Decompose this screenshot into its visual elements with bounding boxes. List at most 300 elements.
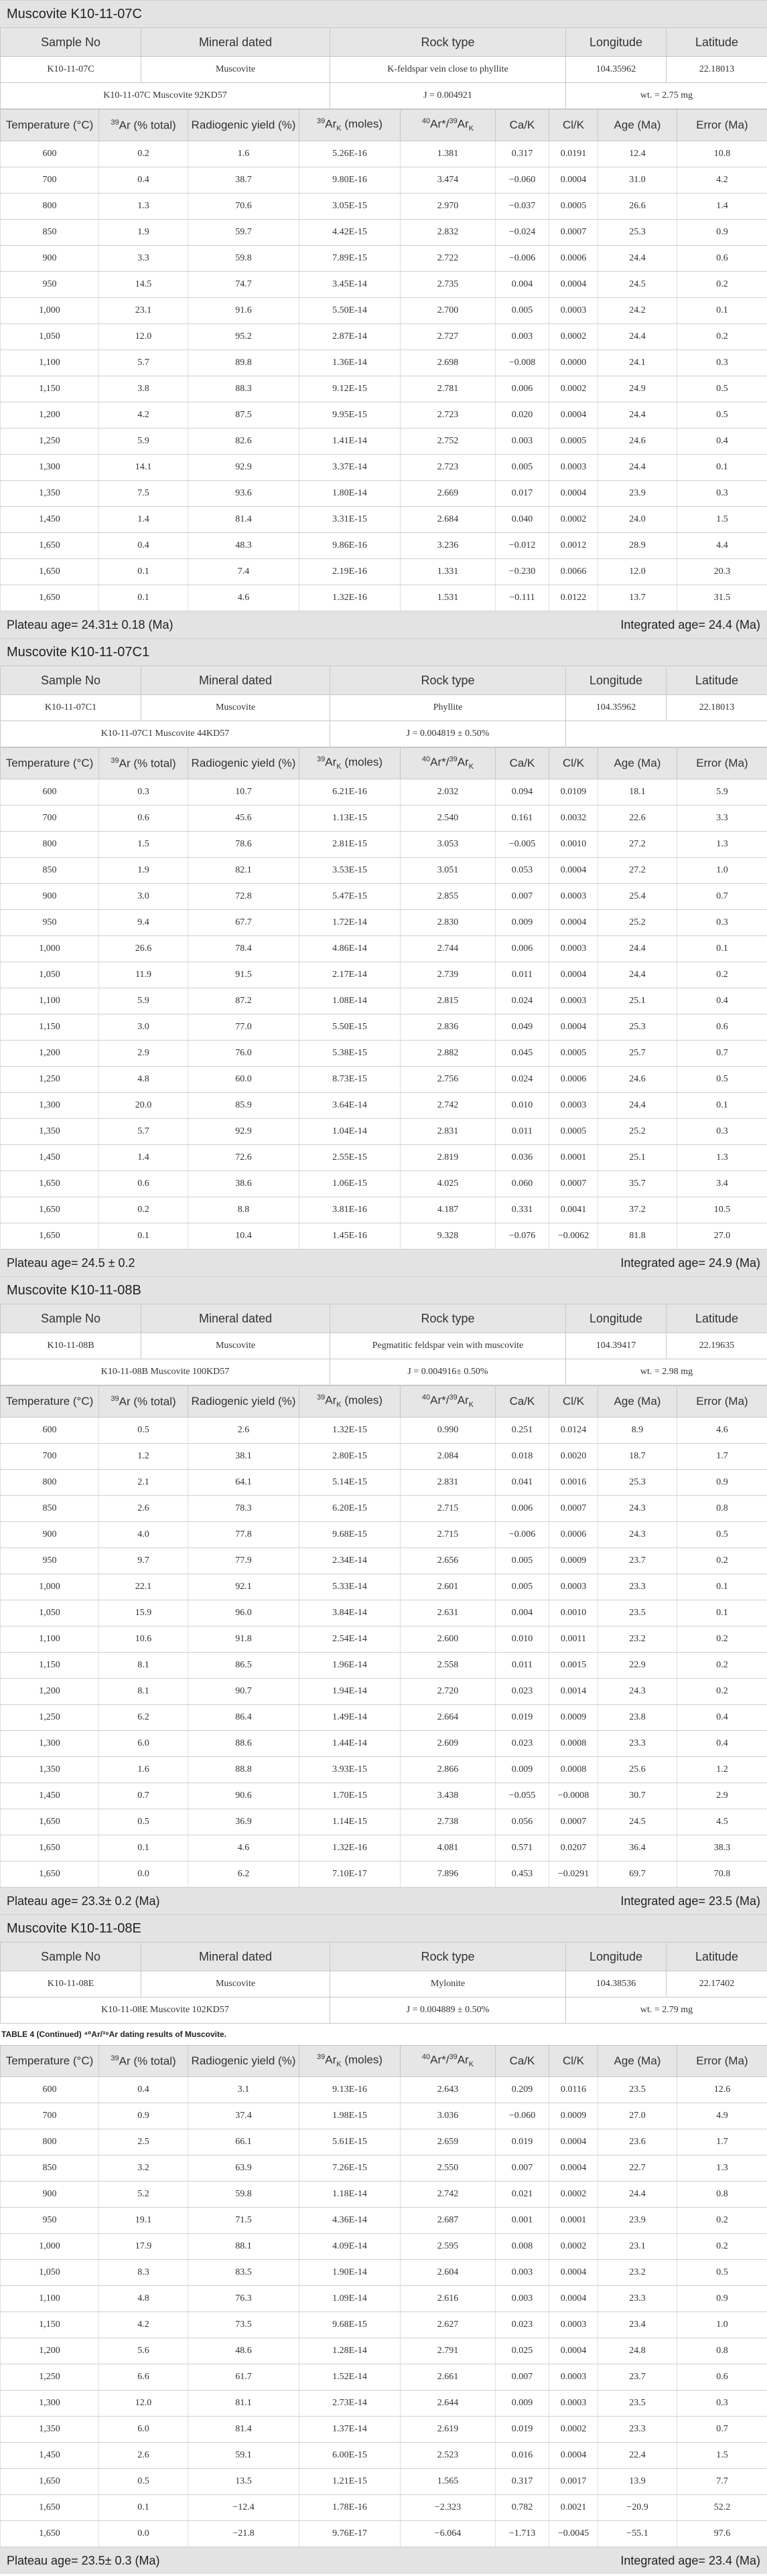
table-cell: 72.8 (188, 884, 299, 910)
info-header-row (1, 28, 767, 57)
table-cell: 0.036 (496, 1145, 549, 1171)
info-header-longitude: Longitude (566, 666, 667, 695)
table-cell: 9.86E-16 (299, 533, 401, 559)
table-cell: 9.12E-15 (299, 376, 401, 402)
table-cell: 1,450 (1, 1783, 99, 1809)
table-cell: 0.006 (496, 936, 549, 962)
table-cell: 0.0003 (549, 988, 598, 1014)
table-cell: 0.251 (496, 1418, 549, 1444)
table-cell: 2.643 (401, 2077, 496, 2103)
table-cell: 0.049 (496, 1014, 549, 1041)
table-cell: 900 (1, 2182, 99, 2208)
column-header: $^{40}Ar*/^{39}Ar_K$ (401, 1386, 496, 1418)
table-cell: 2.644 (401, 2391, 496, 2417)
table-cell: 2.832 (401, 220, 496, 246)
table-cell: 3.45E-14 (299, 272, 401, 298)
table-cell: 0.007 (496, 884, 549, 910)
table-cell: 0.0008 (549, 1757, 598, 1783)
table-cell: 1,100 (1, 350, 99, 376)
column-header: Temperature (°C) (1, 2046, 99, 2077)
table-cell: 24.5 (598, 1809, 677, 1835)
table-cell: 24.4 (598, 455, 677, 481)
table-cell: 1.2 (677, 1757, 767, 1783)
table-cell: 25.2 (598, 1119, 677, 1145)
column-header: Cl/K (549, 1386, 598, 1418)
table-cell: −0.006 (496, 1522, 549, 1548)
table-cell: 4.36E-14 (299, 2208, 401, 2234)
table-cell: 24.8 (598, 2338, 677, 2364)
table-cell: 0.2 (99, 141, 188, 167)
run-id: K10-11-08E Muscovite 102KD57 (1, 1997, 330, 2024)
table-cell: 0.0002 (549, 2234, 598, 2260)
table-cell: 5.50E-14 (299, 298, 401, 324)
table-cell: 1.0 (677, 858, 767, 884)
table-cell: 2.819 (401, 1145, 496, 1171)
table-cell: 24.3 (598, 1679, 677, 1705)
info-header-latitude: Latitude (667, 666, 767, 695)
table-cell: 3.53E-15 (299, 858, 401, 884)
table-row (1, 2260, 767, 2286)
table-cell: 3.93E-15 (299, 1757, 401, 1783)
info-header-sample-no: Sample No (1, 1304, 141, 1333)
info-value-row (1, 1971, 767, 1997)
table-cell: 1.565 (401, 2469, 496, 2495)
table-cell: 1.0 (677, 2312, 767, 2338)
table-cell: 24.4 (598, 246, 677, 272)
table-cell: 12.6 (677, 2077, 767, 2103)
table-cell: 59.1 (188, 2443, 299, 2469)
table-cell: 18.1 (598, 779, 677, 806)
table-cell: 4.025 (401, 1171, 496, 1197)
info-header-rock: Rock type (330, 1943, 566, 1971)
table-cell: 1,300 (1, 455, 99, 481)
table-cell: 23.6 (598, 2129, 677, 2155)
table-cell: 61.7 (188, 2364, 299, 2391)
table-cell: 25.1 (598, 988, 677, 1014)
table-cell: 600 (1, 2077, 99, 2103)
table-cell: 0.0004 (549, 2443, 598, 2469)
table-cell: 27.2 (598, 858, 677, 884)
sample-title: Muscovite K10-11-07C (0, 0, 767, 27)
table-cell: 23.5 (598, 1600, 677, 1626)
table-cell: 0.317 (496, 2469, 549, 2495)
table-cell: 4.081 (401, 1835, 496, 1862)
table-row (1, 1862, 767, 1888)
table-row (1, 2129, 767, 2155)
table-row (1, 832, 767, 858)
table-cell: 3.2 (99, 2155, 188, 2182)
table-cell: 5.38E-15 (299, 1041, 401, 1067)
table-cell: 23.3 (598, 2417, 677, 2443)
table-cell: 0.0003 (549, 298, 598, 324)
table-cell: 1.80E-14 (299, 481, 401, 507)
table-cell: 72.6 (188, 1145, 299, 1171)
table-row (1, 2312, 767, 2338)
table-cell: 0.0002 (549, 2182, 598, 2208)
table-cell: 97.6 (677, 2521, 767, 2547)
column-header: Age (Ma) (598, 110, 677, 141)
info-latitude: 22.18013 (667, 57, 767, 83)
table-row (1, 1418, 767, 1444)
table-row (1, 350, 767, 376)
table-cell: 1,350 (1, 1119, 99, 1145)
table-cell: 18.7 (598, 1444, 677, 1470)
table-cell: 59.8 (188, 246, 299, 272)
table-cell: 70.8 (677, 1862, 767, 1888)
table-cell: 82.1 (188, 858, 299, 884)
table-cell: 0.4 (99, 533, 188, 559)
info-mineral: Muscovite (141, 695, 330, 721)
table-cell: 1,450 (1, 2443, 99, 2469)
table-cell: 0.7 (677, 1041, 767, 1067)
table-cell: 1.331 (401, 559, 496, 585)
sample-weight: wt. = 2.79 mg (566, 1997, 767, 2024)
table-cell: 0.0 (99, 1862, 188, 1888)
table-cell: 5.33E-14 (299, 1574, 401, 1600)
table-row (1, 1757, 767, 1783)
info-header-row (1, 666, 767, 695)
table-cell: 0.009 (496, 2391, 549, 2417)
table-cell: 2.558 (401, 1653, 496, 1679)
column-header: Temperature (°C) (1, 1386, 99, 1418)
table-cell: 0.024 (496, 1067, 549, 1093)
table-cell: 0.0007 (549, 1809, 598, 1835)
column-header: Radiogenic yield (%) (188, 748, 299, 779)
column-header: $^{39}Ar_K$ (moles) (299, 2046, 401, 2077)
plateau-age: Plateau age= 23.5± 0.3 (Ma) (7, 2553, 160, 2567)
j-value: J = 0.004916± 0.50% (330, 1359, 566, 1385)
table-cell: 5.9 (99, 988, 188, 1014)
sample-info-table (0, 1942, 767, 2024)
table-cell: 4.86E-14 (299, 936, 401, 962)
info-header-longitude: Longitude (566, 1304, 667, 1333)
column-header: $^{39}Ar_K$ (moles) (299, 110, 401, 141)
table-cell: 24.4 (598, 936, 677, 962)
table-cell: 0.0032 (549, 806, 598, 832)
info-header-sample-no: Sample No (1, 1943, 141, 1971)
table-cell: 0.0003 (549, 2391, 598, 2417)
table-cell: 25.4 (598, 884, 677, 910)
table-cell: 0.7 (677, 884, 767, 910)
sample-info-table (0, 1304, 767, 1385)
table-cell: 1.41E-14 (299, 429, 401, 455)
table-cell: 0.0207 (549, 1835, 598, 1862)
table-cell: 2.866 (401, 1757, 496, 1783)
column-header: Ca/K (496, 2046, 549, 2077)
table-cell: 0.006 (496, 1496, 549, 1522)
table-cell: 1,650 (1, 2469, 99, 2495)
table-cell: 2.34E-14 (299, 1548, 401, 1574)
table-row (1, 2338, 767, 2364)
table-cell: 0.006 (496, 376, 549, 402)
table-cell: 86.4 (188, 1705, 299, 1731)
table-cell: 0.9 (677, 220, 767, 246)
table-cell: 0.0000 (549, 350, 598, 376)
table-cell: 1,050 (1, 962, 99, 988)
table-cell: 2.715 (401, 1496, 496, 1522)
table-cell: 88.8 (188, 1757, 299, 1783)
table-cell: 4.187 (401, 1197, 496, 1223)
table-cell: −0.060 (496, 2103, 549, 2129)
table-cell: 1,300 (1, 1731, 99, 1757)
integrated-age: Integrated age= 24.9 (Ma) (620, 1256, 760, 1270)
table-cell: 0.2 (677, 1653, 767, 1679)
table-cell: 6.0 (99, 2417, 188, 2443)
table-cell: 0.3 (99, 779, 188, 806)
table-cell: 0.0001 (549, 1145, 598, 1171)
table-cell: 0.005 (496, 1574, 549, 1600)
info-rock: Mylonite (330, 1971, 566, 1997)
table-cell: −0.076 (496, 1223, 549, 1249)
column-header: Cl/K (549, 748, 598, 779)
table-cell: 0.1 (677, 1600, 767, 1626)
table-cell: 0.0004 (549, 2260, 598, 2286)
table-row (1, 1600, 767, 1626)
table-cell: 0.1 (99, 1223, 188, 1249)
table-cell: −20.9 (598, 2495, 677, 2521)
table-cell: 0.9 (677, 1470, 767, 1496)
table-cell: −0.008 (496, 350, 549, 376)
table-cell: 2.616 (401, 2286, 496, 2312)
table-cell: 1.06E-15 (299, 1171, 401, 1197)
table-cell: 22.7 (598, 2155, 677, 2182)
age-summary-bar (0, 2547, 767, 2574)
table-cell: 0.4 (677, 429, 767, 455)
table-cell: 0.009 (496, 910, 549, 936)
table-cell: 1.7 (677, 1444, 767, 1470)
table-row (1, 1783, 767, 1809)
info-header-sample-no: Sample No (1, 28, 141, 57)
table-cell: 0.0016 (549, 1470, 598, 1496)
table-cell: 0.8 (677, 1496, 767, 1522)
table-cell: 800 (1, 832, 99, 858)
table-row (1, 2469, 767, 2495)
table-cell: 36.9 (188, 1809, 299, 1835)
table-cell: −0.055 (496, 1783, 549, 1809)
table-cell: 23.4 (598, 2312, 677, 2338)
table-cell: 2.19E-16 (299, 559, 401, 585)
table-cell: 2.727 (401, 324, 496, 350)
table-cell: 2.684 (401, 507, 496, 533)
table-cell: 1,100 (1, 988, 99, 1014)
table-cell: 7.5 (99, 481, 188, 507)
table-cell: 2.781 (401, 376, 496, 402)
table-cell: 15.9 (99, 1600, 188, 1626)
plateau-age: Plateau age= 23.3± 0.2 (Ma) (7, 1894, 160, 1908)
table-cell: 0.0003 (549, 2312, 598, 2338)
table-cell: 0.0002 (549, 2417, 598, 2443)
table-cell: 0.041 (496, 1470, 549, 1496)
table-cell: 0.017 (496, 481, 549, 507)
table-cell: 0.5 (99, 1418, 188, 1444)
table-cell: 7.7 (677, 2469, 767, 2495)
table-cell: 0.011 (496, 1653, 549, 1679)
table-cell: 0.0003 (549, 455, 598, 481)
table-cell: 81.4 (188, 507, 299, 533)
table-cell: 78.3 (188, 1496, 299, 1522)
table-cell: 0.019 (496, 2129, 549, 2155)
table-cell: 4.8 (99, 2286, 188, 2312)
column-header: Temperature (°C) (1, 748, 99, 779)
table-cell: 1,150 (1, 1653, 99, 1679)
table-cell: 0.003 (496, 429, 549, 455)
table-cell: 0.0191 (549, 141, 598, 167)
table-cell: 4.09E-14 (299, 2234, 401, 2260)
table-cell: 2.619 (401, 2417, 496, 2443)
table-cell: 1.5 (99, 832, 188, 858)
table-cell: 70.6 (188, 194, 299, 220)
table-cell: 0.0005 (549, 194, 598, 220)
table-cell: 2.6 (99, 1496, 188, 1522)
age-summary-bar (0, 1249, 767, 1276)
table-row (1, 1731, 767, 1757)
column-header: Error (Ma) (677, 748, 767, 779)
table-cell: 6.00E-15 (299, 2443, 401, 2469)
table-cell: 2.595 (401, 2234, 496, 2260)
table-cell: 7.4 (188, 559, 299, 585)
table-row (1, 194, 767, 220)
column-header-row (1, 110, 767, 141)
table-cell: 1.32E-16 (299, 585, 401, 611)
column-header: $^{40}Ar*/^{39}Ar_K$ (401, 110, 496, 141)
table-cell: 950 (1, 2208, 99, 2234)
table-cell: −0.230 (496, 559, 549, 585)
run-id: K10-11-07C Muscovite 92KD57 (1, 83, 330, 109)
table-cell: 9.95E-15 (299, 402, 401, 429)
info-longitude: 104.35962 (566, 695, 667, 721)
table-cell: 0.209 (496, 2077, 549, 2103)
table-cell: 38.7 (188, 167, 299, 194)
table-cell: 2.722 (401, 246, 496, 272)
table-cell: 0.0007 (549, 1171, 598, 1197)
table-row (1, 1171, 767, 1197)
table-cell: 0.2 (677, 324, 767, 350)
table-cell: 23.9 (598, 2208, 677, 2234)
table-cell: 0.6 (677, 1014, 767, 1041)
table-cell: 8.1 (99, 1679, 188, 1705)
table-cell: 24.0 (598, 507, 677, 533)
table-cell: 700 (1, 806, 99, 832)
table-cell: 3.1 (188, 2077, 299, 2103)
table-cell: 0.003 (496, 2260, 549, 2286)
table-cell: 74.7 (188, 272, 299, 298)
table-cell: 24.9 (598, 376, 677, 402)
table-cell: 0.4 (677, 1705, 767, 1731)
table-cell: 1,000 (1, 936, 99, 962)
table-cell: 25.2 (598, 910, 677, 936)
table-cell: 2.831 (401, 1470, 496, 1496)
table-cell: 5.2 (99, 2182, 188, 2208)
table-cell: 0.011 (496, 962, 549, 988)
table-cell: 0.6 (677, 2364, 767, 2391)
column-header: Ca/K (496, 1386, 549, 1418)
table-cell: 93.6 (188, 481, 299, 507)
column-header: Cl/K (549, 110, 598, 141)
table-cell: 2.815 (401, 988, 496, 1014)
table-cell: 0.0004 (549, 2338, 598, 2364)
table-cell: 3.81E-16 (299, 1197, 401, 1223)
table-cell: 9.68E-15 (299, 2312, 401, 2338)
table-cell: 0.9 (99, 2103, 188, 2129)
sample-weight (566, 721, 767, 747)
table-cell: 0.1 (677, 298, 767, 324)
info-sample-no: K10-11-08B (1, 1333, 141, 1359)
column-header: Radiogenic yield (%) (188, 2046, 299, 2077)
table-cell: 87.2 (188, 988, 299, 1014)
table-cell: 4.4 (677, 533, 767, 559)
info-header-longitude: Longitude (566, 28, 667, 57)
table-cell: 2.609 (401, 1731, 496, 1757)
table-cell: 1,450 (1, 1145, 99, 1171)
column-header: $^{39}$Ar (% total) (99, 748, 188, 779)
plateau-age: Plateau age= 24.5 ± 0.2 (7, 1256, 135, 1270)
column-header-row (1, 748, 767, 779)
table-row (1, 220, 767, 246)
table-cell: 0.009 (496, 1757, 549, 1783)
sample-info-table (0, 27, 767, 109)
step-heating-table (0, 1385, 767, 1888)
table-cell: 0.4 (677, 1731, 767, 1757)
table-cell: 0.6 (677, 246, 767, 272)
table-cell: 0.024 (496, 988, 549, 1014)
table-cell: 92.1 (188, 1574, 299, 1600)
table-cell: 8.8 (188, 1197, 299, 1223)
table-cell: 23.2 (598, 1626, 677, 1653)
info-mineral: Muscovite (141, 57, 330, 83)
table-cell: 24.4 (598, 2182, 677, 2208)
table-cell: 0.0109 (549, 779, 598, 806)
table-cell: 0.3 (677, 1119, 767, 1145)
table-cell: 1,650 (1, 2495, 99, 2521)
table-cell: −12.4 (188, 2495, 299, 2521)
table-cell: 3.64E-14 (299, 1093, 401, 1119)
table-cell: 2.700 (401, 298, 496, 324)
table-cell: 0.1 (677, 1093, 767, 1119)
table-row (1, 1014, 767, 1041)
column-header: Error (Ma) (677, 1386, 767, 1418)
table-cell: 1,350 (1, 481, 99, 507)
table-cell: 1.9 (99, 858, 188, 884)
table-cell: 5.61E-15 (299, 2129, 401, 2155)
table-row (1, 2155, 767, 2182)
table-cell: 83.5 (188, 2260, 299, 2286)
table-cell: 88.3 (188, 376, 299, 402)
table-cell: 22.1 (99, 1574, 188, 1600)
table-caption: TABLE 4 (Continued) ⁴⁰Ar/³⁹Ar dating results of Muscovite. (1, 2030, 227, 2039)
table-cell: 24.6 (598, 429, 677, 455)
table-row (1, 2417, 767, 2443)
table-cell: 87.5 (188, 402, 299, 429)
table-cell: 9.7 (99, 1548, 188, 1574)
table-cell: 90.7 (188, 1679, 299, 1705)
table-cell: 9.13E-16 (299, 2077, 401, 2103)
table-cell: 0.025 (496, 2338, 549, 2364)
table-cell: 0.045 (496, 1041, 549, 1067)
table-cell: 0.010 (496, 1093, 549, 1119)
column-header: Radiogenic yield (%) (188, 110, 299, 141)
table-row (1, 2182, 767, 2208)
table-row (1, 376, 767, 402)
age-summary-bar (0, 611, 767, 638)
table-cell: 0.0006 (549, 246, 598, 272)
table-cell: 0.0002 (549, 507, 598, 533)
table-cell: 1,250 (1, 1705, 99, 1731)
table-cell: 1.96E-14 (299, 1653, 401, 1679)
table-cell: 10.6 (99, 1626, 188, 1653)
table-cell: 88.6 (188, 1731, 299, 1757)
table-cell: 37.2 (598, 1197, 677, 1223)
table-cell: −0.0045 (549, 2521, 598, 2547)
